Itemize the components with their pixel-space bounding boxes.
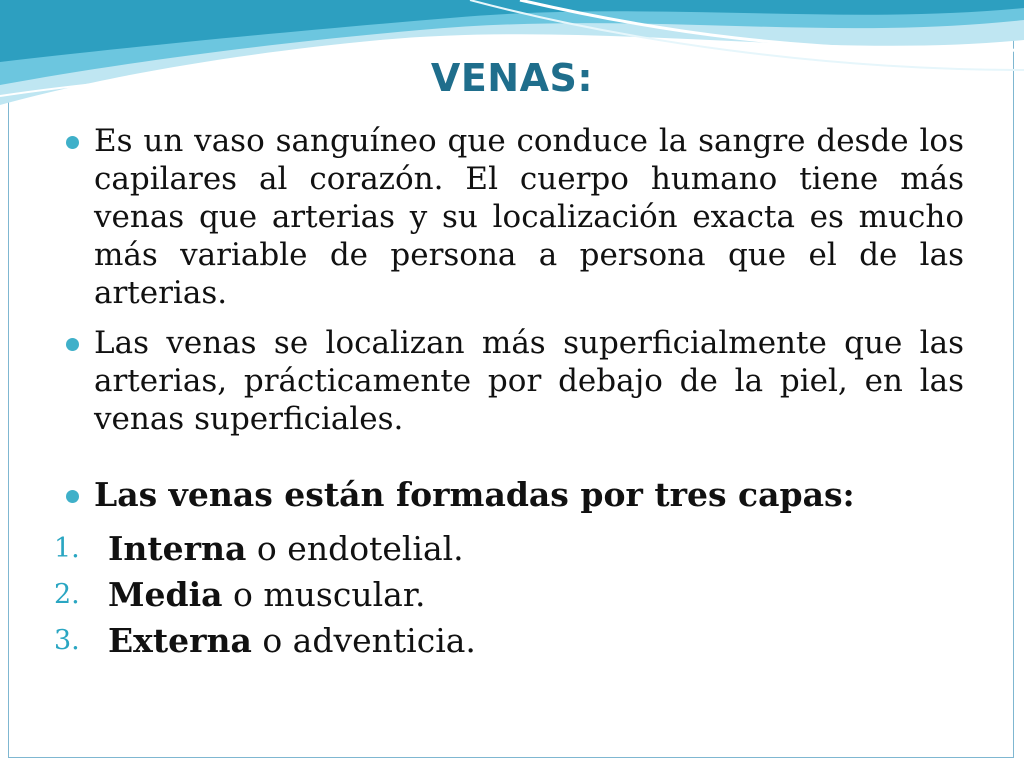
layer-desc: o adventicia. xyxy=(251,621,476,660)
bullet-text: Las venas están formadas por tres capas: xyxy=(94,475,855,514)
bullet-definition xyxy=(66,122,964,312)
layer-item xyxy=(54,618,964,664)
layer-desc: o endotelial. xyxy=(246,529,464,568)
layer-number: 1. xyxy=(54,533,80,564)
bullet-text: Es un vaso sanguíneo que conduce la sangre desde los capilares al corazón. El cuerpo humano tiene más venas que arterias y su localización exacta es mucho más variable de persona a persona que el de las arterias. xyxy=(94,123,964,311)
layer-name: Media xyxy=(108,575,223,614)
layer-number: 2. xyxy=(54,579,80,610)
layer-item xyxy=(54,526,964,572)
layer-item xyxy=(54,572,964,618)
layer-name: Externa xyxy=(108,621,252,660)
layer-desc: o muscular. xyxy=(222,575,426,614)
slide-content xyxy=(54,122,964,664)
slide-title: VENAS: xyxy=(430,56,594,100)
bullet-layers-heading xyxy=(66,476,964,514)
bullet-text: Las venas se localizan más superficialmente que las arterias, prácticamente por debajo de la piel, en las venas superficiales. xyxy=(94,325,964,437)
layer-number: 3. xyxy=(54,625,80,656)
bullet-location xyxy=(66,324,964,438)
layer-name: Interna xyxy=(108,529,247,568)
